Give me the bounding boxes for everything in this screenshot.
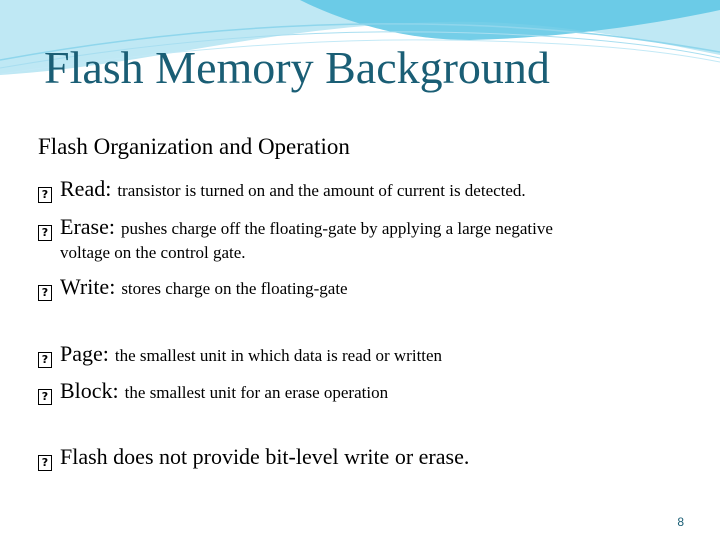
bullet-description: pushes charge off the floating-gate by applying a large negative — [120, 219, 553, 238]
bullet-term: Write: — [60, 274, 116, 299]
bullet-block — [38, 378, 388, 404]
missing-glyph-box-icon: ? — [38, 187, 52, 203]
bullet-flash-note — [38, 444, 469, 470]
note-text: Flash does not provide bit-level write or erase. — [60, 444, 470, 469]
page-number: 8 — [677, 515, 684, 529]
bullet-term: Page: — [60, 341, 109, 366]
bullet-term: Block: — [60, 378, 119, 403]
bullet-erase — [38, 214, 553, 240]
missing-glyph-box-icon: ? — [38, 285, 52, 301]
section-heading: Flash Organization and Operation — [38, 134, 350, 159]
bullet-description-continuation: voltage on the control gate. — [60, 243, 246, 262]
missing-glyph-box-icon: ? — [38, 389, 52, 405]
bullet-term: Erase: — [60, 214, 115, 239]
slide-title: Flash Memory Background — [44, 42, 550, 93]
missing-glyph-box-icon: ? — [38, 352, 52, 368]
missing-glyph-box-icon: ? — [38, 455, 52, 471]
bullet-description: the smallest unit in which data is read or written — [114, 346, 443, 365]
bullet-term: Read: — [60, 176, 112, 201]
bullet-page — [38, 341, 442, 367]
bullet-description: the smallest unit for an erase operation — [124, 383, 389, 402]
bullet-read — [38, 176, 526, 202]
bullet-write — [38, 274, 348, 300]
bullet-description: stores charge on the floating-gate — [121, 279, 348, 298]
missing-glyph-box-icon: ? — [38, 225, 52, 241]
bullet-description: transistor is turned on and the amount of current is detected. — [117, 181, 526, 200]
